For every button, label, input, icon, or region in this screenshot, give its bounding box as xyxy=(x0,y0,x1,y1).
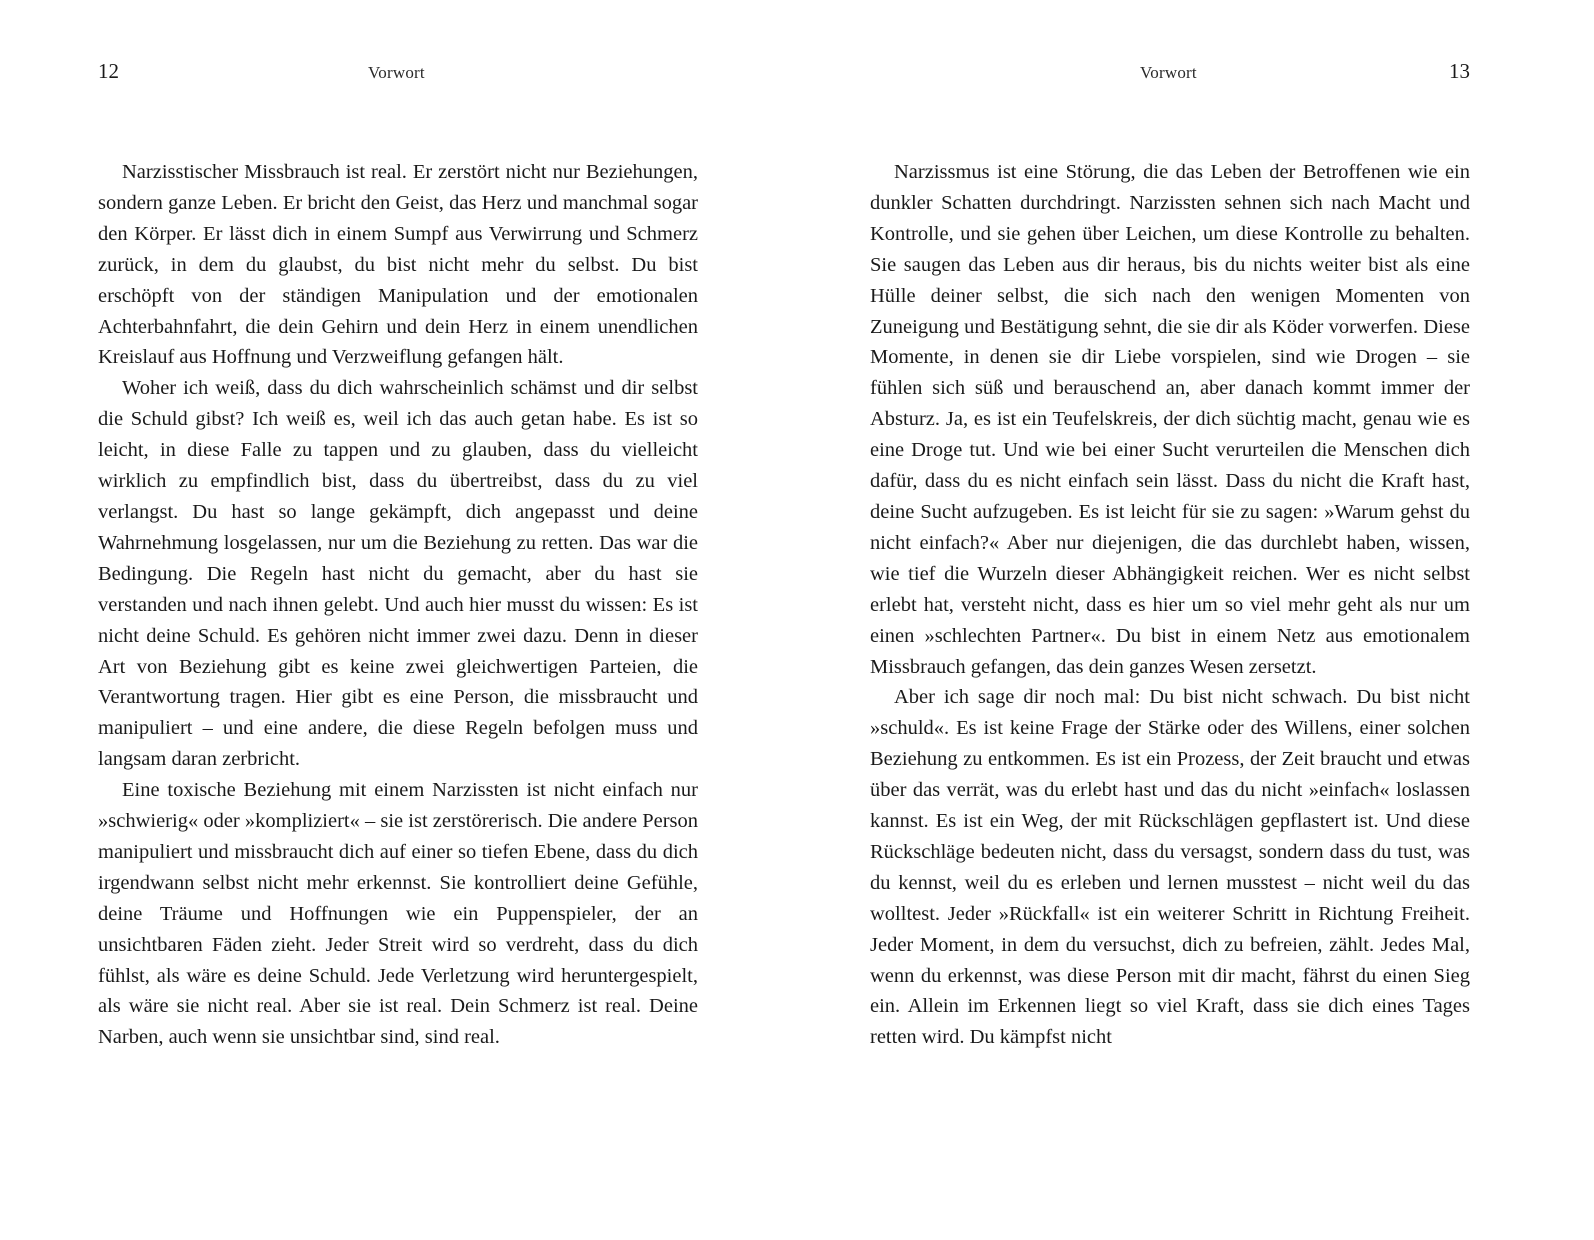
paragraph: Narzisstischer Missbrauch ist real. Er zerstört nicht nur Beziehungen, sondern ganze Leben. Er bricht den Geist, das Herz und manchmal sogar den Körper. Er lässt dich in einem Sumpf aus Verwirrung und Schmerz zurück, in dem du glaubst, du bist nicht mehr du selbst. Du bist erschöpft von der ständigen Manipulation und der emotionalen Achterbahnfahrt, die dein Gehirn und dein Herz in einem unendlichen Kreislauf aus Hoffnung und Verzweiflung gefangen hält. xyxy=(98,161,698,369)
right-page xyxy=(797,0,1594,1240)
running-head: Vorwort xyxy=(1140,63,1197,82)
page-number: 13 xyxy=(1449,59,1470,83)
running-head: Vorwort xyxy=(368,63,425,82)
paragraph: Aber ich sage dir noch mal: Du bist nicht schwach. Du bist nicht »schuld«. Es ist keine Frage der Stärke oder des Willens, einer solchen Beziehung zu entkommen. Es ist ein Prozess, der Zeit braucht und etwas über das verrät, was du erlebt hast und das du nicht »einfach« loslassen kannst. Es ist ein Weg, der mit Rückschlägen gepflastert ist. Und diese Rückschläge bedeuten nicht, dass du versagst, sondern dass du tust, was du kennst, weil du es erleben und lernen musstest – nicht weil du das wolltest. Jeder »Rückfall« ist ein weiterer Schritt in Richtung Freiheit. Jeder Moment, in dem du versuchst, dich zu befreien, zählt. Jedes Mal, wenn du erkennst, was diese Person mit dir macht, fährst du einen Sieg ein. Allein im Erkennen liegt so viel Kraft, dass sie dich eines Tages retten wird. Du kämpfst nicht xyxy=(870,686,1470,1049)
paragraph: Woher ich weiß, dass du dich wahrscheinlich schämst und dir selbst die Schuld gibst? Ich weiß es, weil ich das auch getan habe. Es ist so leicht, in diese Falle zu tappen und zu glauben, dass du vielleicht wirklich zu empfindlich bist, dass du übertreibst, dass du zu viel verlangst. Du hast so lange gekämpft, dich angepasst und deine Wahrnehmung losgelassen, nur um die Beziehung zu retten. Das war die Bedingung. Die Regeln hast nicht du gemacht, aber du hast sie verstanden und nach ihnen gelebt. Und auch hier musst du wissen: Es ist nicht deine Schuld. Es gehören nicht immer zwei dazu. Denn in dieser Art von Beziehung gibt es keine zwei gleichwertigen Parteien, die Verantwortung tragen. Hier gibt es eine Person, die missbraucht und manipuliert – und eine andere, die diese Regeln befolgen muss und langsam daran zerbricht. xyxy=(98,377,698,771)
page-number: 12 xyxy=(98,59,119,83)
body-text xyxy=(98,157,698,1053)
paragraph: Narzissmus ist eine Störung, die das Leben der Betroffenen wie ein dunkler Schatten durchdringt. Narzissten sehnen sich nach Macht und Kontrolle, und sie gehen über Leichen, um diese Kontrolle zu behalten. Sie saugen das Leben aus dir heraus, bis du nichts weiter bist als eine Hülle deiner selbst, die sich nach den wenigen Momenten von Zuneigung und Bestätigung sehnt, die sie dir als Köder vorwerfen. Diese Momente, in denen sie dir Liebe vorspielen, sind wie Drogen – sie fühlen sich süß und berauschend an, aber danach kommt immer der Absturz. Ja, es ist ein Teufelskreis, der dich süchtig macht, genau wie es eine Droge tut. Und wie bei einer Sucht verurteilen die Menschen dich dafür, dass du es nicht einfach sein lässt. Dass du nicht die Kraft hast, deine Sucht aufzugeben. Es ist leicht für sie zu sagen: »Warum gehst du nicht einfach?« Aber nur diejenigen, die das durchlebt haben, wissen, wie tief die Wurzeln dieser Abhängigkeit reichen. Wer es nicht selbst erlebt hat, versteht nicht, dass es hier um so viel mehr geht als nur um einen »schlechten Partner«. Du bist in einem Netz aus emotionalem Missbrauch gefangen, das dein ganzes Wesen zersetzt. xyxy=(870,161,1470,678)
body-text xyxy=(870,157,1470,1053)
paragraph: Eine toxische Beziehung mit einem Narzissten ist nicht einfach nur »schwierig« oder »kompliziert« – sie ist zerstörerisch. Die andere Person manipuliert und missbraucht dich auf einer so tiefen Ebene, dass du dich irgendwann selbst nicht mehr erkennst. Sie kontrolliert deine Gefühle, deine Träume und Hoffnungen wie ein Puppenspieler, der an unsichtbaren Fäden zieht. Jeder Streit wird so verdreht, dass du dich fühlst, als wäre es deine Schuld. Jede Verletzung wird heruntergespielt, als wäre sie nicht real. Aber sie ist real. Dein Schmerz ist real. Deine Narben, auch wenn sie unsichtbar sind, sind real. xyxy=(98,779,699,1049)
